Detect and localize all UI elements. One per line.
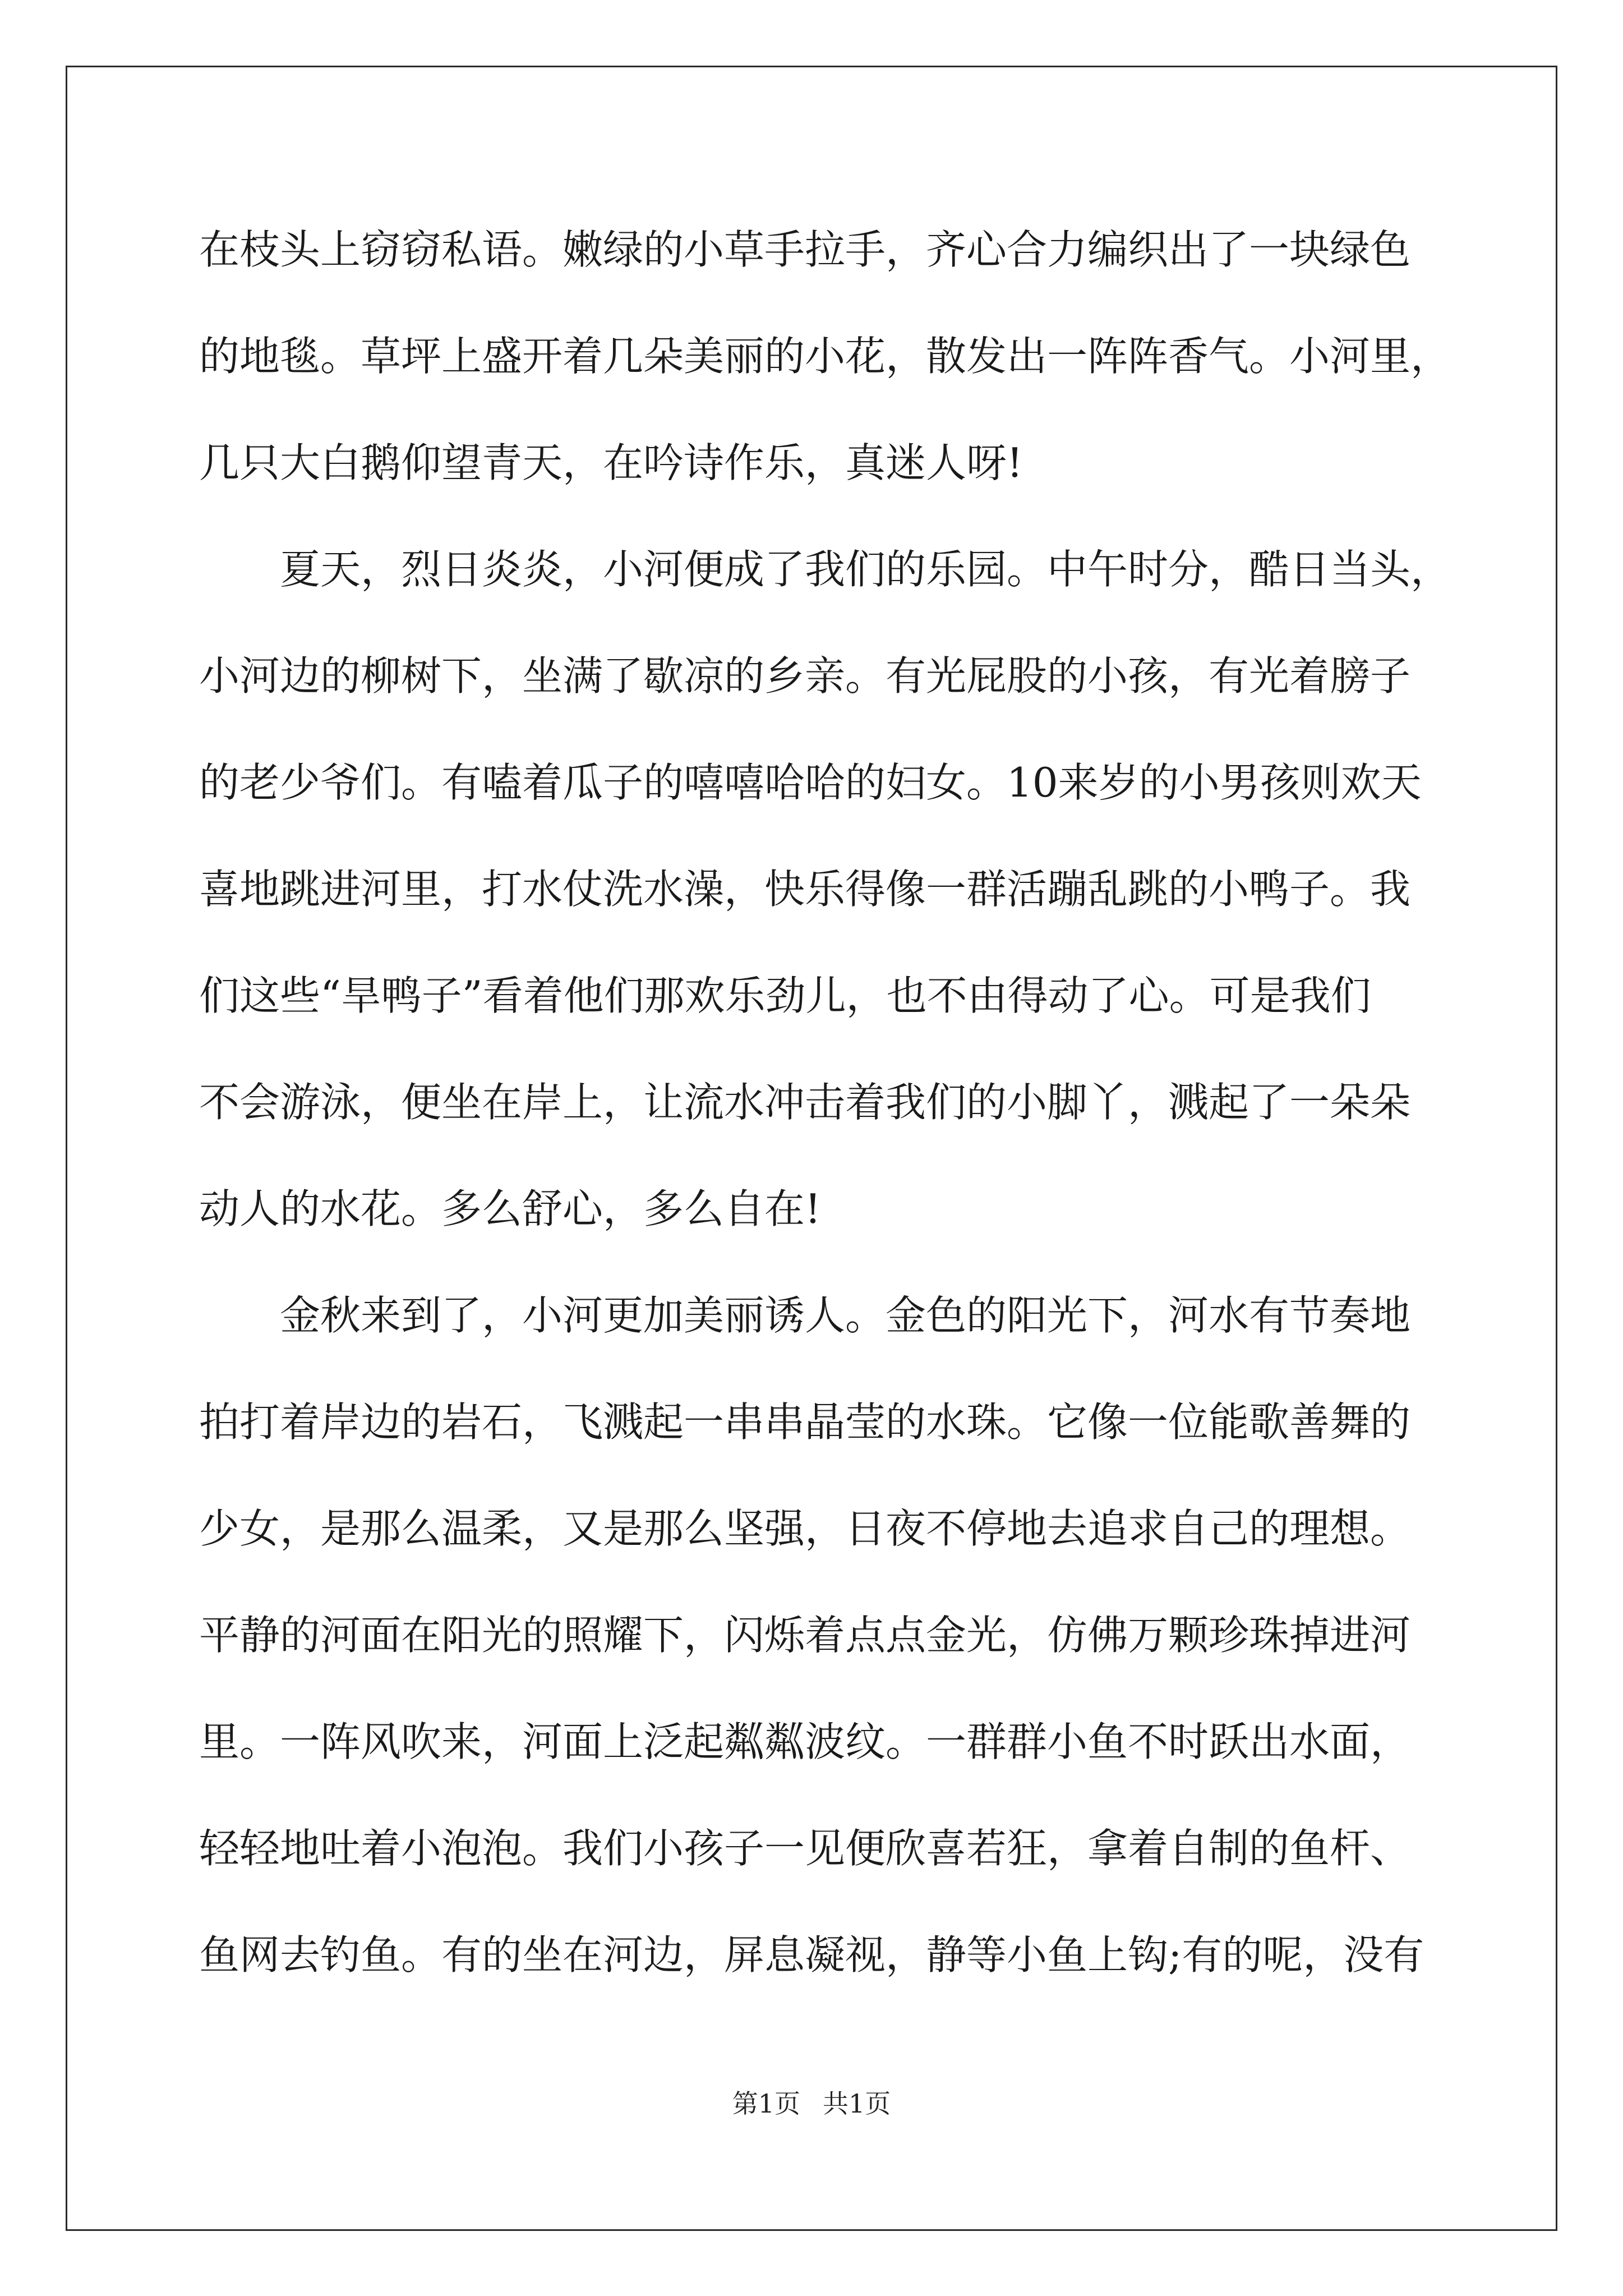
text-line: 平静的河面在阳光的照耀下，闪烁着点点金光，仿佛万颗珍珠掉进河 <box>199 1612 1411 1659</box>
text-line: 拍打着岸边的岩石，飞溅起一串串晶莹的水珠。它像一位能歌善舞的 <box>199 1398 1411 1446</box>
text-line: 喜地跳进河里，打水仗洗水澡，快乐得像一群活蹦乱跳的小鸭子。我 <box>199 866 1411 913</box>
page-total: 共1页 <box>823 2088 891 2119</box>
text-line: 的老少爷们。有嗑着瓜子的嘻嘻哈哈的妇女。10来岁的小男孩则欢天 <box>199 759 1422 806</box>
text-line: 的地毯。草坪上盛开着几朵美丽的小花，散发出一阵阵香气。小河里， <box>199 333 1451 380</box>
text-line: 不会游泳，便坐在岸上，让流水冲击着我们的小脚丫，溅起了一朵朵 <box>199 1079 1411 1126</box>
text-line: 轻轻地吐着小泡泡。我们小孩子一见便欣喜若狂，拿着自制的鱼杆、 <box>199 1825 1411 1872</box>
page-border <box>66 66 1557 2231</box>
page-footer <box>0 2087 1623 2120</box>
text-line: 小河边的柳树下，坐满了歇凉的乡亲。有光屁股的小孩，有光着膀子 <box>199 652 1411 700</box>
text-line: 少女，是那么温柔，又是那么坚强，日夜不停地去追求自己的理想。 <box>199 1505 1411 1552</box>
page-number: 第1页 <box>732 2088 800 2119</box>
text-line: 在枝头上窃窃私语。嫩绿的小草手拉手，齐心合力编织出了一块绿色 <box>199 226 1411 273</box>
text-line: 们这些“旱鸭子”看着他们那欢乐劲儿，也不由得动了心。可是我们 <box>199 972 1371 1019</box>
text-line: 几只大白鹅仰望青天，在吟诗作乐，真迷人呀! <box>199 439 1023 486</box>
text-line: 动人的水花。多么舒心，多么自在! <box>199 1185 821 1232</box>
text-line: 里。一阵风吹来，河面上泛起粼粼波纹。一群群小鱼不时跃出水面， <box>199 1718 1411 1765</box>
text-line: 夏天，烈日炎炎，小河便成了我们的乐园。中午时分，酷日当头， <box>199 546 1451 593</box>
text-line: 金秋来到了，小河更加美丽诱人。金色的阳光下，河水有节奏地 <box>199 1292 1411 1339</box>
text-line: 鱼网去钓鱼。有的坐在河边，屏息凝视，静等小鱼上钩;有的呢，没有 <box>199 1931 1424 1978</box>
